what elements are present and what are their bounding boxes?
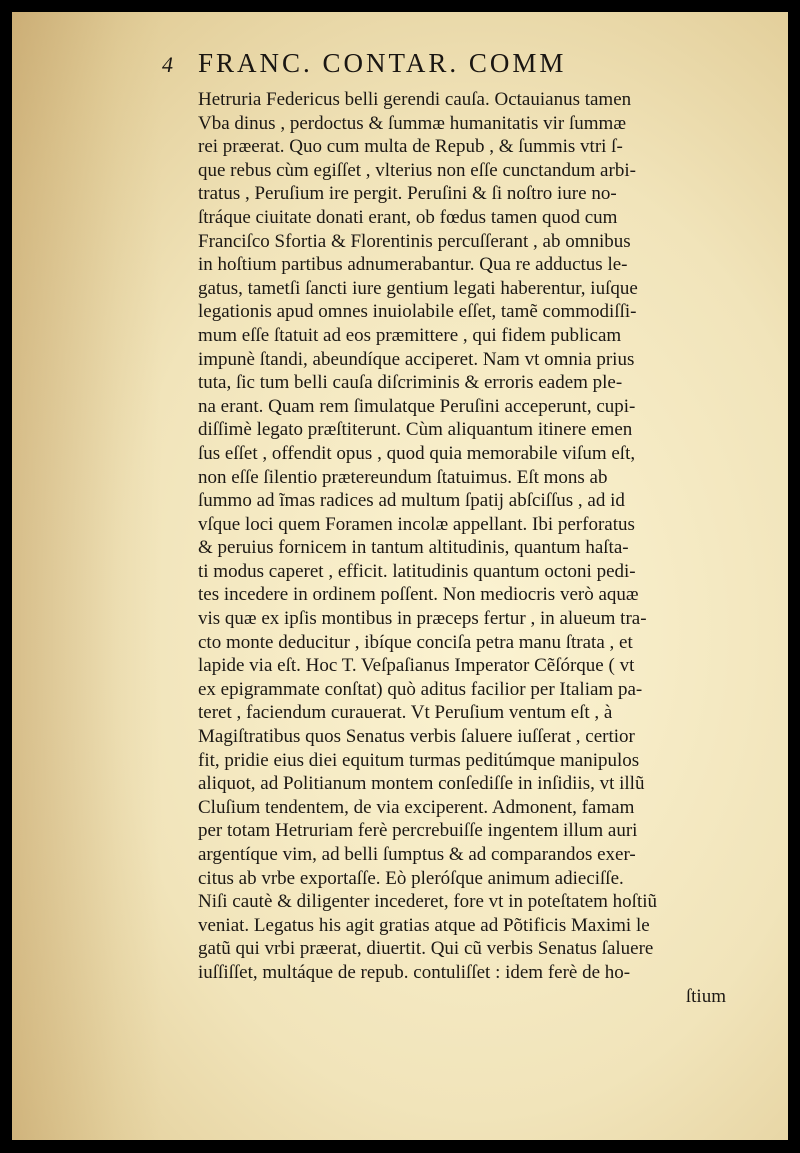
text-line: gatũ qui vrbi præerat, diuertit. Qui cũ verbis Senatus ſaluere — [198, 938, 654, 960]
text-line: na erant. Quam rem ſimulatque Peruſini acceperunt, cupi- — [198, 395, 636, 417]
text-line: Vba dinus , perdoctus & ſummæ humanitatis vir ſummæ — [198, 112, 627, 134]
text-line: rei præerat. Quo cum multa de Repub , & ſummis vtri ſ- — [198, 136, 623, 158]
text-line: gatus, tametſi ſancti iure gentium legati haberentur, iuſque — [198, 277, 638, 299]
text-line: Magiſtratibus quos Senatus verbis ſaluere iuſſerat , certior — [198, 726, 635, 748]
text-line: teret , faciendum curauerat. Vt Peruſium ventum eſt , à — [198, 702, 613, 724]
catchword: ſtium — [685, 985, 726, 1007]
text-line: & peruius fornicem in tantum altitudinis, quantum haſta- — [198, 537, 629, 559]
text-line: aliquot, ad Politianum montem conſediſſe in inſidiis, vt illũ — [198, 773, 645, 795]
text-line: fit, pridie eius diei equitum turmas peditúmque manipulos — [198, 749, 640, 771]
text-line: legationis apud omnes inuiolabile eſſet, tamẽ commodiſſi- — [198, 301, 637, 323]
running-title: FRANC. CONTAR. COMM — [198, 48, 567, 78]
page-stain — [12, 12, 162, 1140]
text-line: impunè ſtandi, abeundíque acciperet. Nam vt omnia prius — [198, 348, 635, 370]
text-line: tuta, ſic tum belli cauſa diſcriminis & erroris eadem ple- — [198, 372, 623, 394]
page-header — [162, 42, 722, 82]
body-text — [198, 88, 738, 1008]
text-line: per totam Hetruriam ferè percrebuiſſe ingentem illum auri — [198, 820, 638, 842]
text-line: vſque loci quem Foramen incolæ appellant. Ibi perforatus — [198, 513, 635, 535]
text-line: argentíque vim, ad belli ſumptus & ad comparandos exer- — [198, 844, 636, 865]
text-line: Hetruria Federicus belli gerendi cauſa. Octauianus tamen — [198, 89, 632, 110]
text-line: cto monte deducitur , ibíque conciſa petra manu ſtrata , et — [198, 631, 633, 653]
text-line: Niſi cautè & diligenter incederet, fore vt in poteſtatem hoſtiũ — [198, 891, 658, 913]
text-line: Franciſco Sfortia & Florentinis percuſſerant , ab omnibus — [198, 230, 631, 252]
text-line: vis quæ ex ipſis montibus in præceps fertur , in alueum tra- — [198, 608, 647, 630]
text-line: lapide via eſt. Hoc T. Veſpaſianus Imperator Cẽſórque ( vt — [198, 655, 635, 677]
text-line: ſummo ad ĩmas radices ad multum ſpatij abſciſſus , ad id — [198, 490, 625, 512]
text-line: iuſſiſſet, multáque de repub. contuliſſet : idem ferè de ho- — [198, 961, 631, 983]
text-line: ex epigrammate conſtat) quò aditus facilior per Italiam pa- — [198, 678, 643, 700]
text-line: diſſimè legato præſtiterunt. Cùm aliquantum itinere emen — [198, 419, 633, 441]
text-line: non eſſe ſilentio prætereundum ſtatuimus. Eſt mons ab — [198, 466, 608, 488]
text-line: ſus eſſet , offendit opus , quod quia memorabile viſum eſt, — [198, 442, 636, 464]
text-line: mum eſſe ſtatuit ad eos præmittere , qui fidem publicam — [198, 324, 622, 346]
text-line: in hoſtium partibus adnumerabantur. Qua re adductus le- — [198, 254, 628, 276]
page-number: 4 — [162, 52, 173, 77]
text-line: que rebus cùm egiſſet , vlterius non eſſe cunctandum arbi- — [198, 159, 636, 181]
text-line: citus ab vrbe exportaſſe. Eò pleróſque animum adieciſſe. — [198, 867, 624, 889]
text-line: veniat. Legatus his agit gratias atque ad Põtificis Maximi le — [198, 914, 650, 936]
text-line: ſtráque ciuitate donati erant, ob fœdus tamen quod cum — [198, 206, 618, 228]
book-page — [12, 12, 788, 1140]
text-line: tratus , Peruſium ire pergit. Peruſini & ſi noſtro iure no- — [198, 183, 617, 205]
text-line: Cluſium tendentem, de via exciperent. Admonent, famam — [198, 796, 635, 818]
text-line: tes incedere in ordinem poſſent. Non mediocris verò aquæ — [198, 584, 639, 606]
text-line: ti modus caperet , efficit. latitudinis quantum octoni pedi- — [198, 560, 636, 582]
